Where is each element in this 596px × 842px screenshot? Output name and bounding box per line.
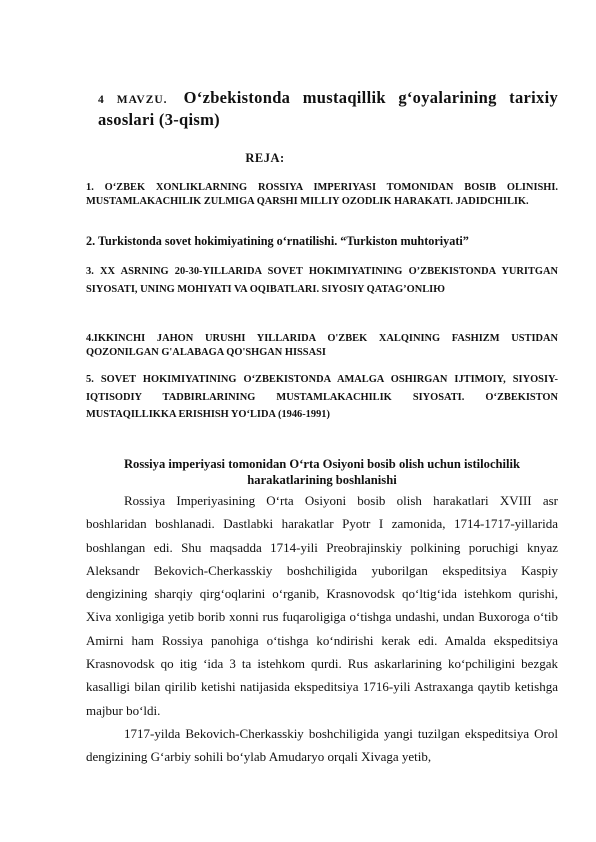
paragraph-1: Rossiya Imperiyasining O‘rta Osiyoni bosib olish harakatlari XVIII asr boshlaridan boshlanadi. Dastlabki harakatlar Pyotr I zamonida, 1714-1717-yillarida boshlangan edi. Shu maqsadda 1714-yili Preobrajinskiy polkining poruchigi knyaz Aleksandr Bekovich-Cherkasskiy boshchiligida yuborilgan ekspeditsiya Kaspiy dengizining sharqiy qirg‘oqlarini o‘rganib, Krasnovodsk qo‘ltig‘ida istehkom qurishi, Xiva xonligiga yetib borib xonni rus fuqaroligiga o‘tishga undashi, undan Buxoroga o‘tib Amirni ham Rossiya panohiga o‘tishga ko‘ndirishi kerak edi. Amalda ekspeditsiya Krasnovodsk qo itig ‘ida 3 ta istehkom qurdi. Rus askarlarining ko‘pchiligini bezgak kasalligi bilan qirilib ketishi natijasida ekspeditsiya 1716-yili Astraxanga qaytib ketishga majbur bo‘ldi. — [86, 493, 558, 718]
plan-item-4: 4.IKKINCHI JAHON URUSHI YILLARIDA O'ZBEK XALQINING FASHIZM USTIDAN QOZONILGAN G'ALABAGA QO'SHGAN HISSASI — [86, 333, 558, 358]
topic-title-text: O‘zbekistonda mustaqillik g‘oyalarining tarixiy asoslari (3-qism) — [98, 88, 558, 129]
plan-item-5: 5. SOVET HOKIMIYATINING O‘ZBEKISTONDA AMALGA OSHIRGAN IJTIMOIY, SIYOSIY-IQTISODIY TADBIRLARINING MUSTAMLAKACHILIK SIYOSATI. O‘ZBEKISTON MUSTAQILLIKKA ERISHISH YO‘LIDA (1946-1991) — [86, 374, 558, 420]
plan-item-2: 2. Turkistonda sovet hokimiyatining o‘rnatilishi. “Turkiston muhtoriyati” — [86, 234, 469, 248]
plan-item-3: 3. XX ASRNING 20-30-YILLARIDA SOVET HOKIMIYATINING O’ZBEKISTONDA YURITGAN SIYOSATI, UNING MOHIYATI VA OQIBATLARI. SIYOSIY QATAG’ONLIЮ — [86, 266, 558, 295]
plan-item-1: 1. O‘ZBEK XONLIKLARNING ROSSIYA IMPERIYASI TOMONIDAN BOSIB OLINISHI. MUSTAMLAKACHILIK ZULMIGA QARSHI MILLIY OZODLIK HARAKATI. JADIDCHILIK. — [86, 182, 558, 207]
section-heading: Rossiya imperiyasi tomonidan O‘rta Osiyoni bosib olish uchun istilochilik harakatlarining boshlanishi — [123, 457, 521, 487]
body-text — [86, 489, 558, 769]
topic-title — [98, 88, 558, 131]
plan-heading: REJA: — [245, 151, 285, 165]
topic-number: 4 MAVZU. — [98, 94, 168, 106]
paragraph-2: 1717-yilda Bekovich-Cherkasskiy boshchiligida yangi tuzilgan ekspeditsiya Orol dengizining G‘arbiy sohili bo‘ylab Amudaryo orqali Xivaga yetib, — [86, 725, 558, 765]
